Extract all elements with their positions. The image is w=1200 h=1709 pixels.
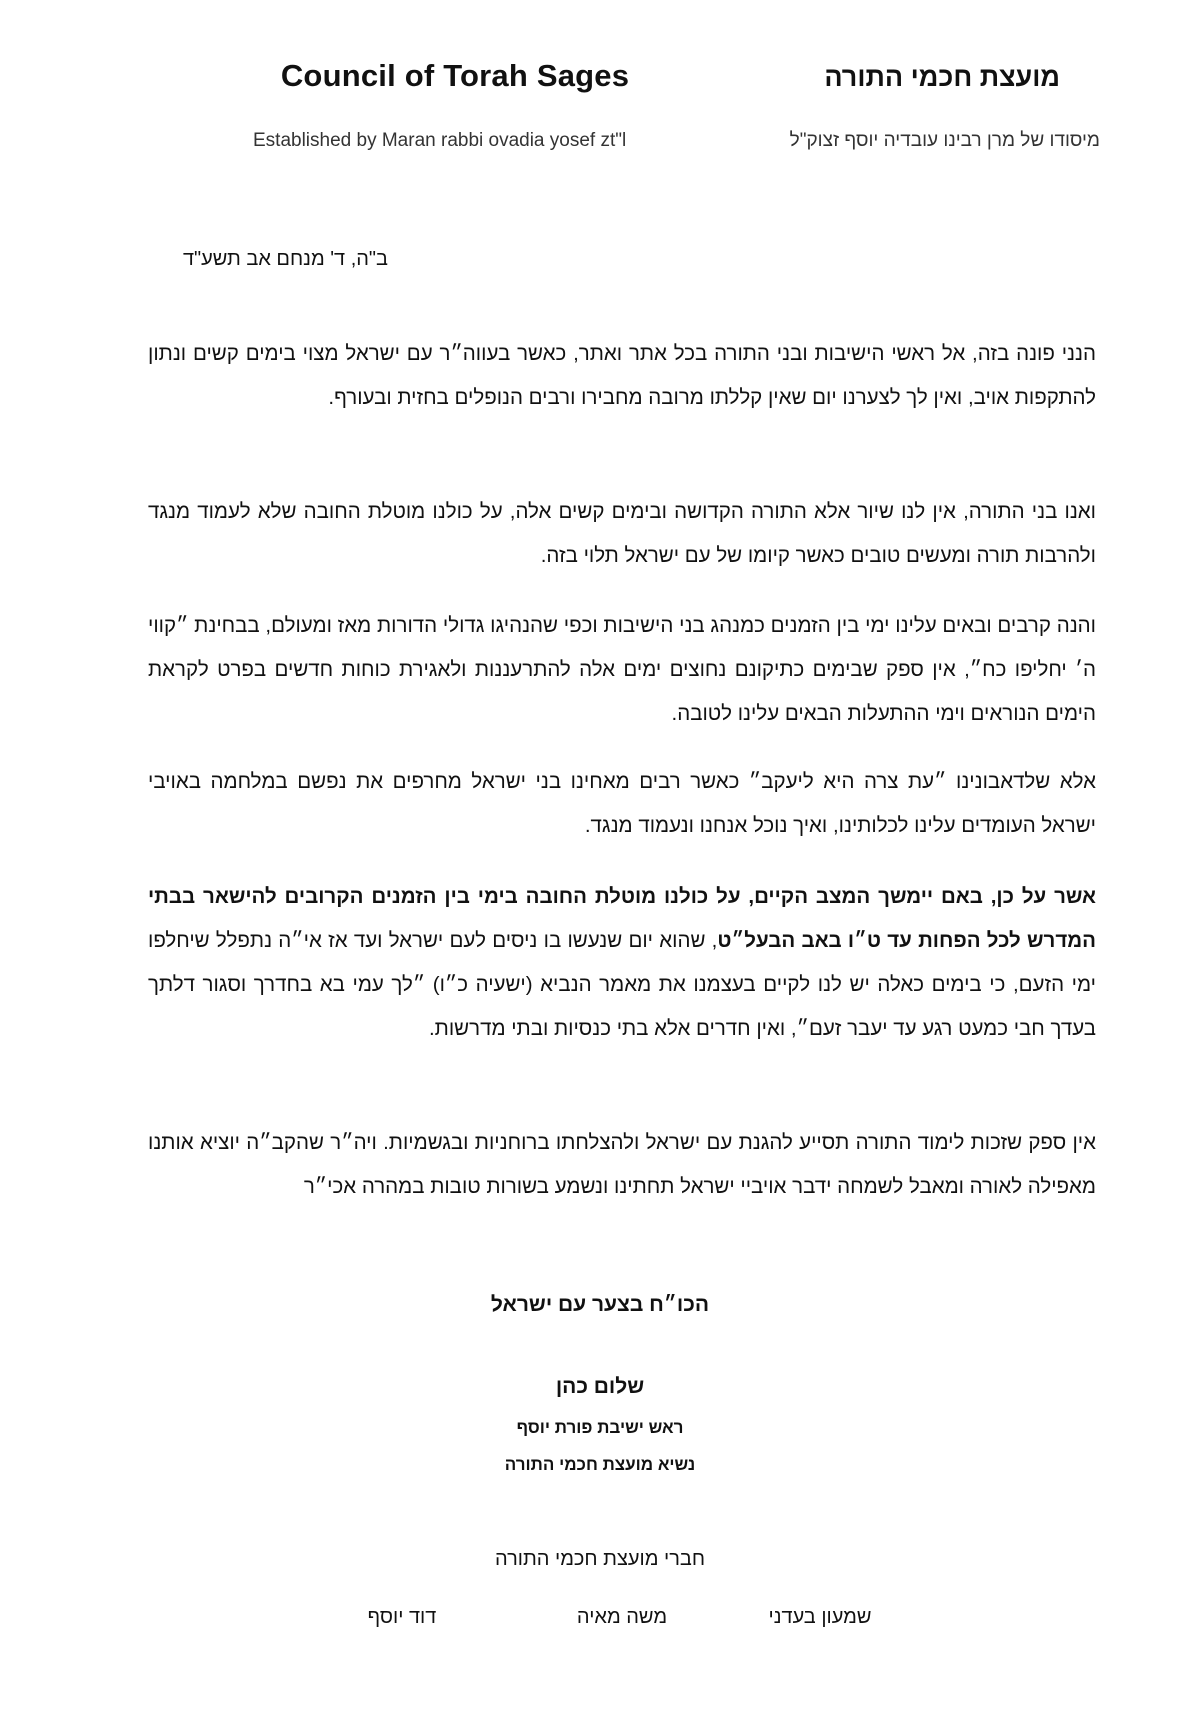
hebrew-title: מועצת חכמי התורה	[824, 62, 1060, 92]
date-line: ב"ה, ד' מנחם אב תשע"ד	[182, 248, 388, 270]
signature-title-1: ראש ישיבת פורת יוסף	[516, 1418, 684, 1437]
paragraph-5	[148, 875, 1096, 1051]
member-name: משה מאיה	[576, 1606, 668, 1628]
paragraph-4: אלא שלדאבונינו ״עת צרה היא ליעקב״ כאשר רבים מאחינו בני ישראל מחרפים את נפשם במלחמה באויבי ישראל העומדים עלינו לכלותינו, ואיך נוכל אנחנו ונעמוד מנגד.	[148, 770, 1096, 837]
paragraph-5-bold: אשר על כן, באם יימשך המצב הקיים, על כולנו מוטלת החובה בימי בין הזמנים הקרובים להישאר בבתי המדרש לכל הפחות עד ט״ו באב הבעל״ט	[148, 885, 1096, 952]
members-heading: חברי מועצת חכמי התורה	[494, 1548, 706, 1570]
signature-name: שלום כהן	[555, 1375, 645, 1398]
member-name: שמעון בעדני	[768, 1606, 872, 1628]
closing-line: הכו״ח בצער עם ישראל	[490, 1293, 710, 1316]
paragraph-1: הנני פונה בזה, אל ראשי הישיבות ובני התורה בכל אתר ואתר, כאשר בעווה״ר עם ישראל מצוי בימים קשים ונתון להתקפות אויב, ואין לך לצערנו יום שאין קללתו מרובה מחבירו ורבים הנופלים בחזית ובעורף.	[148, 342, 1096, 409]
paragraph-5-rest: , שהוא יום שנעשו בו ניסים לעם ישראל ועד אז אי״ה נתפלל שיחלפו ימי הזעם, כי בימים כאלה יש לנו לקיים בעצמנו את מאמר הנביא (ישעיה כ״ו) ״לך עמי בא בחדרך וסגור דלתך בעדך חבי כמעט רגע עד יעבר זעם״, ואין חדרים אלא בתי כנסיות ובתי מדרשות.	[148, 929, 1096, 1040]
hebrew-subtitle: מיסודו של מרן רבינו עובדיה יוסף זצוק"ל	[789, 130, 1100, 151]
member-name: דוד יוסף	[367, 1606, 437, 1628]
signature-title-2: נשיא מועצת חכמי התורה	[504, 1455, 696, 1474]
paragraph-3: והנה קרבים ובאים עלינו ימי בין הזמנים כמנהג בני הישיבות וכפי שהנהיגו גדולי הדורות מאז ומעולם, בבחינת ״קווי ה׳ יחליפו כח״, אין ספק שבימים כתיקונם נחוצים ימים אלה להתרעננות ולאגירת כוחות חדשים בפרט לקראת הימים הנוראים וימי ההתעלות הבאים עלינו לטובה.	[148, 614, 1096, 725]
paragraph-2: ואנו בני התורה, אין לנו שיור אלא התורה הקדושה ובימים קשים אלה, על כולנו מוטלת החובה שלא לעמוד מנגד ולהרבות תורה ומעשים טובים כאשר קיומו של עם ישראל תלוי בזה.	[148, 500, 1096, 567]
english-title: Council of Torah Sages	[280, 58, 630, 93]
english-subtitle: Established by Maran rabbi ovadia yosef zt"l	[253, 130, 627, 151]
paragraph-6: אין ספק שזכות לימוד התורה תסייע להגנת עם ישראל ולהצלחתו ברוחניות ובגשמיות. ויה״ר שהקב״ה יוציא אותנו מאפילה לאורה ומאבל לשמחה ידבר אויביי ישראל תחתינו ונשמע בשורות טובות במהרה אכי״ר	[148, 1131, 1096, 1198]
